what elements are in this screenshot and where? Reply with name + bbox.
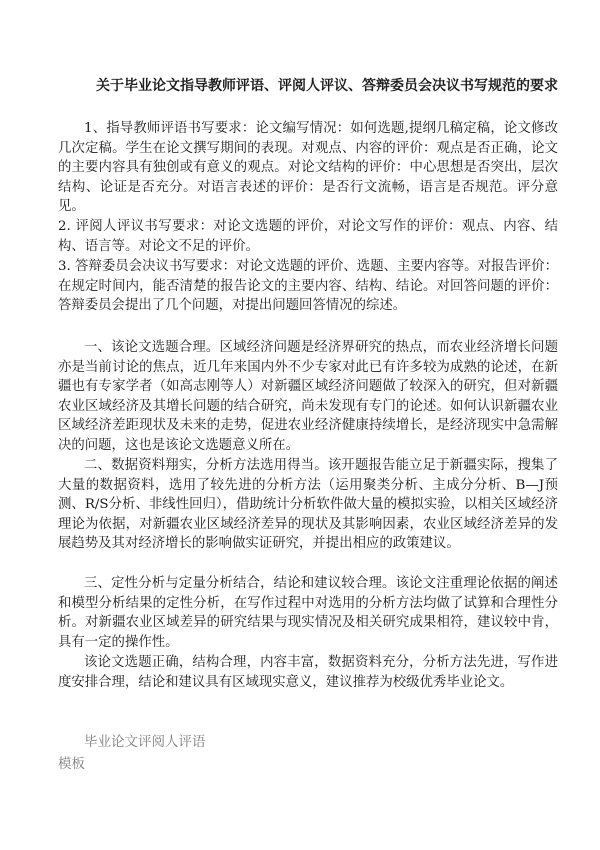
requirement-committee: 3. 答辩委员会决议书写要求：对论文选题的评价、选题、主要内容等。对报告评价：在规定时间内，能否清楚的报告论文的主要内容、结构、结论。对回答问题的评价：答辩委员会提出了几个问题，对提出问题回答情况的综述。 — [58, 259, 558, 314]
requirement-advisor: 1、指导教师评语书写要求：论文编写情况：如何选题,提纲几稿定稿，论文修改几次定稿。学生在论文撰写期间的表现。对观点、内容的评价：观点是否正确，论文的主要内容具有独创或有意义的观点。对论文结构的评价：中心思想是否突出，层次结构、论证是否充分。对语言表述的评价：是否行文流畅，语言是否规范。评分意见。 — [58, 121, 558, 215]
sample-paragraph-2: 二、数据资料翔实，分析方法选用得当。该开题报告能立足于新疆实际，搜集了大量的数据资料，选用了较先进的分析方法（运用聚类分析、主成分分析、B—J预测、R/S分析、非线性回归），借助统计分析软件做大量的模拟实验，以相关区域经济理论为依据，对新疆农业区域经济差异的现状及其影响因素，农业区域经济差异的发展趋势及其对经济增长的影响做实证研究，并提出相应的政策建议。 — [58, 458, 558, 552]
sample-paragraph-1: 一、该论文选题合理。区域经济问题是经济界研究的热点，而农业经济增长问题亦是当前讨论的焦点，近几年来国内外不少专家对此已有许多较为成熟的论述，在新疆也有专家学者（如高志刚等人）对新疆区域经济问题做了较深入的研究，但对新疆农业区域经济及其增长问题的结合研究，尚未发现有专门的论述。如何认识新疆农业区域经济差距现状及未来的走势，促进农业经济健康持续增长，是经济现实中急需解决的问题，这也是该论文选题意义所在。 — [58, 340, 558, 453]
footer-heading: 毕业论文评阅人评语 — [84, 734, 206, 750]
sample-paragraph-3: 三、定性分析与定量分析结合，结论和建议较合理。该论文注重理论依据的阐述和模型分析结果的定性分析，在写作过程中对选用的分析方法均做了试算和合理性分析。对新疆农业区域差异的研究结果与现实情况及相关研究成果相符，建议较中肯，具有一定的操作性。 — [58, 576, 558, 650]
document-title: 关于毕业论文指导教师评语、评阅人评议、答辩委员会决议书写规范的要求 — [96, 78, 558, 94]
footer-subheading: 模板 — [58, 756, 85, 772]
sample-paragraph-conclusion: 该论文选题正确，结构合理，内容丰富，数据资料充分，分析方法先进，写作进度安排合理，结论和建议具有区域现实意义，建议推荐为校级优秀毕业论文。 — [58, 655, 558, 690]
requirement-reviewer: 2. 评阅人评议书写要求：对论文选题的评价，对论文写作的评价：观点、内容、结构、语言等。对论文不足的评价。 — [58, 219, 558, 254]
